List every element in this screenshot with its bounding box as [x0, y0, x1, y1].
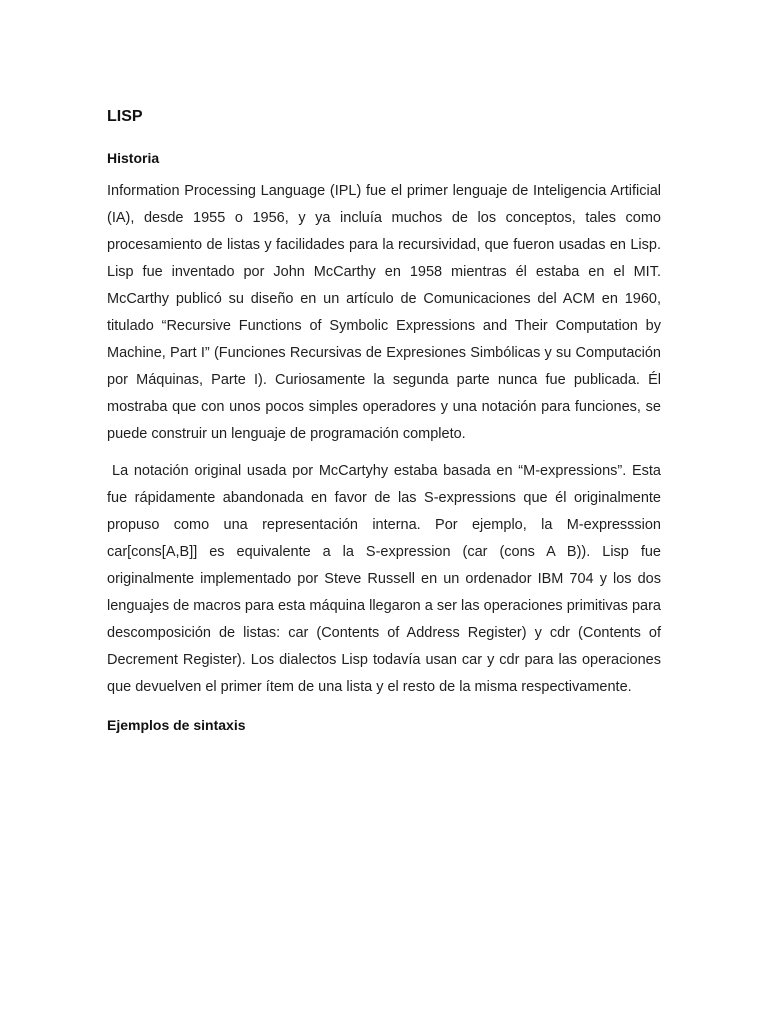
- paragraph-historia-2: La notación original usada por McCartyhy estaba basada en “M-expressions”. Esta fue rápidamente abandonada en favor de las S-expressions que él originalmente propuso como una representación interna. Por ejemplo, la M-expresssion car[cons[A,B]] es equivalente a la S-expression (car (cons A B)). Lisp fue originalmente implementado por Steve Russell en un ordenador IBM 704 y los dos lenguajes de macros para esta máquina llegaron a ser las operaciones primitivas para descomposición de listas: car (Contents of Address Register) y cdr (Contents of Decrement Register). Los dialectos Lisp todavía usan car y cdr para las operaciones que devuelven el primer ítem de una lista y el resto de la misma respectivamente.: [107, 463, 661, 695]
- section-heading-historia: Historia: [107, 150, 160, 166]
- paragraph-historia-1: Information Processing Language (IPL) fue el primer lenguaje de Inteligencia Artificial (IA), desde 1955 o 1956, y ya incluía muchos de los conceptos, tales como procesamiento de listas y facilidades para la recursividad, que fueron usadas en Lisp. Lisp fue inventado por John McCarthy en 1958 mientras él estaba en el MIT. McCarthy publicó su diseño en un artículo de Comunicaciones del ACM en 1960, titulado “Recursive Functions of Symbolic Expressions and Their Computation by Machine, Part I” (Funciones Recursivas de Expresiones Simbólicas y su Computación por Máquinas, Parte I). Curiosamente la segunda parte nunca fue publicada. Él mostraba que con unos pocos simples operadores y una notación para funciones, se puede construir un lenguaje de programación completo.: [107, 183, 661, 442]
- document-title: LISP: [107, 108, 143, 125]
- document-page: [107, 104, 661, 745]
- section-heading-ejemplos: Ejemplos de sintaxis: [107, 717, 246, 733]
